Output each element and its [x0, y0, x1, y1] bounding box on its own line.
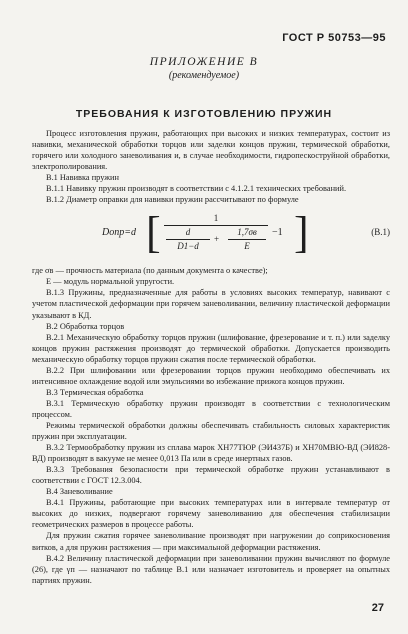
- formula-frac-d: [166, 227, 210, 252]
- heading-b4: В.4 Заневоливание: [46, 487, 113, 497]
- formula-plus: +: [214, 234, 220, 245]
- paragraph-b32: В.3.2 Термообработку пружин из сплава марок ХН77ТЮР (ЭИ437Б) и ХН70МВЮ-ВД (ЭИ828-ВД) производят в вакууме не менее 0,013 Па или в среде инертных газов.: [32, 443, 390, 464]
- paragraph-b41b: Для пружин сжатия горячее заневоливание производят при нагружении до соприкосновения витков, а для пружин растяжения — при максимальной деформации растяжения.: [32, 531, 390, 552]
- appendix-title: ПРИЛОЖЕНИЕ В: [149, 56, 259, 68]
- formula-frac-d-num: d: [185, 227, 191, 238]
- formula-frac-d-den: D1−d: [177, 241, 199, 252]
- formula-b1: [32, 209, 390, 261]
- paragraph-b41: В.4.1 Пружины, работающие при высоких температурах или в интервале температур от высоких до низких, подвергают горячему заневоливанию для обеспечения стабилизации геометрических размеров в процессе работы.: [32, 498, 390, 530]
- formula-numerator: 1: [213, 213, 219, 224]
- formula-frac-s: [228, 227, 266, 252]
- document-body: [32, 128, 390, 586]
- appendix-heading: [0, 56, 408, 81]
- paragraph-b22: В.2.2 При шлифовании или фрезеровании торцов пружин необходимо обеспечивать их интенсивное охлаждение водой или эмульсиями во избежание прижога концов пружин.: [32, 365, 390, 386]
- paragraph-b31: В.3.1 Термическую обработку пружин производят в соответствии с технологическим процессом.: [32, 398, 390, 419]
- paragraph-b42: В.4.2 Величину пластической деформации при заневоливании пружин вычисляют по формуле (26), где γп — назначают по таблице В.1 или назначает изготовитель и проверяет на опытных партиях пружин.: [32, 553, 390, 585]
- formula-denominator: [164, 227, 268, 255]
- formula-minus-one: −1: [272, 227, 283, 239]
- paragraph-modes: Режимы термической обработки должны обеспечивать стабильность силовых характеристик пружин при эксплуатации.: [32, 420, 390, 442]
- formula-lhs: Dопр=d: [102, 227, 136, 239]
- paragraph-b21: В.2.1 Механическую обработку торцов пружин (шлифование, фрезерование и т. п.) или заделку концов пружин растяжения производят до термической обработки. Допускается производить механическую обработку торцов пружин сжатия после термической обработки.: [32, 332, 390, 364]
- paragraph-b13: В.1.3 Пружины, предназначенные для работы в условиях высоких температур, навивают с учетом пластической деформации при горячем заневоливании, величину пластической деформации указывают в КД.: [32, 288, 390, 320]
- formula-main-fraction: [164, 213, 268, 255]
- paragraph-intro: Процесс изготовления пружин, работающих при высоких и низких температурах, состоит из навивки, механической обработки торцов или заделки концов пружин, термической обработки, горячего или холодного заневоливания и, в случае необходимости, гидропескоструйной обработки, электрополирования.: [32, 129, 390, 172]
- section-title: ТРЕБОВАНИЯ К ИЗГОТОВЛЕНИЮ ПРУЖИН: [75, 108, 333, 120]
- paragraph-where-2: E — модуль нормальной упругости.: [46, 277, 175, 287]
- gost-header: ГОСТ Р 50753—95: [282, 32, 386, 44]
- paragraph-where-1: где σв — прочность материала (по данным документа о качестве);: [32, 266, 268, 276]
- formula-fraction-bar: [164, 225, 268, 226]
- formula-number: (В.1): [371, 227, 390, 238]
- heading-b2: В.2 Обработка торцов: [46, 321, 125, 331]
- formula-frac-s-num: 1,7σв: [237, 227, 257, 238]
- formula-left-bracket: [: [146, 208, 161, 258]
- formula-right-bracket: ]: [294, 208, 309, 258]
- page-number: 27: [371, 602, 384, 614]
- heading-b1: В.1 Навивка пружин: [46, 173, 119, 183]
- heading-b3: В.3 Термическая обработка: [46, 387, 144, 397]
- paragraph-b11: В.1.1 Навивку пружин производят в соответствии с 4.1.2.1 технических требований.: [46, 184, 347, 194]
- formula-frac-s-den: E: [244, 241, 250, 252]
- appendix-note: (рекомендуемое): [168, 70, 240, 81]
- paragraph-b12: В.1.2 Диаметр оправки для навивки пружин рассчитывают по формуле: [46, 195, 299, 205]
- paragraph-b33: В.3.3 Требования безопасности при термической обработке пружин устанавливают в соответствии с ГОСТ 12.3.004.: [32, 465, 390, 486]
